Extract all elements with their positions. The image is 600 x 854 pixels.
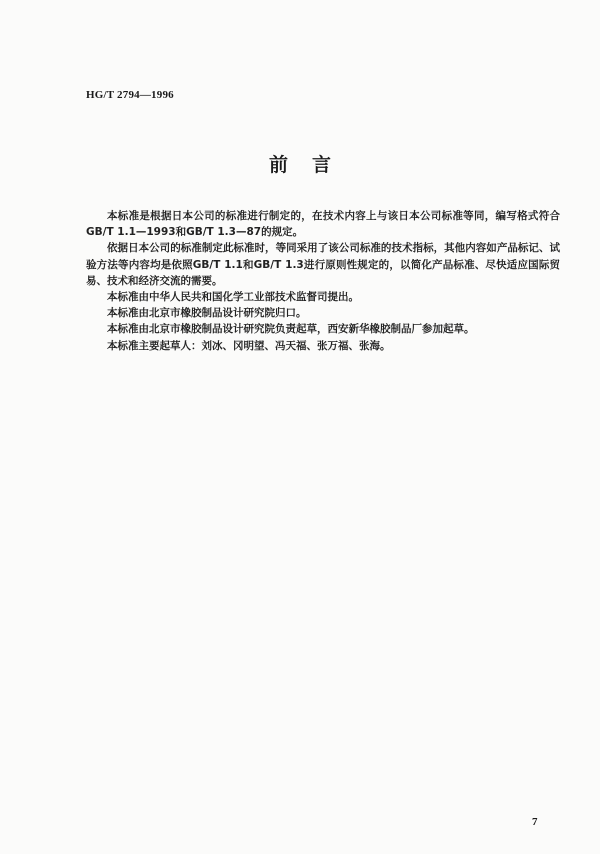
paragraph: 本标准由北京市橡胶制品设计研究院负责起草，西安新华橡胶制品厂参加起草。 [107,323,475,336]
paragraph: 本标准是根据日本公司的标准进行制定的，在技术内容上与该日本公司标准等同，编写格式符合GB/T 1.1—1993和GB/T 1.3—87的规定。 [86,210,560,239]
page-title: 前言 [268,154,355,176]
paragraph: 依据日本公司的标准制定此标准时，等同采用了该公司标准的技术指标，其他内容如产品标记、试验方法等内容均是依照GB/T 1.1和GB/T 1.3进行原则性规定的，以简化产品标准、尽快适应国际贸易、技术和经济交流的需要。 [86,242,560,287]
paragraph: 本标准由北京市橡胶制品设计研究院归口。 [107,307,307,320]
paragraph: 本标准主要起草人：刘冰、冈明望、冯天福、张万福、张海。 [107,339,391,352]
paragraph: 本标准由中华人民共和国化学工业部技术监督司提出。 [107,291,359,304]
page-number: 7 [532,816,538,828]
foreword-body [86,208,560,354]
standard-code: HG/T 2794—1996 [86,89,174,101]
